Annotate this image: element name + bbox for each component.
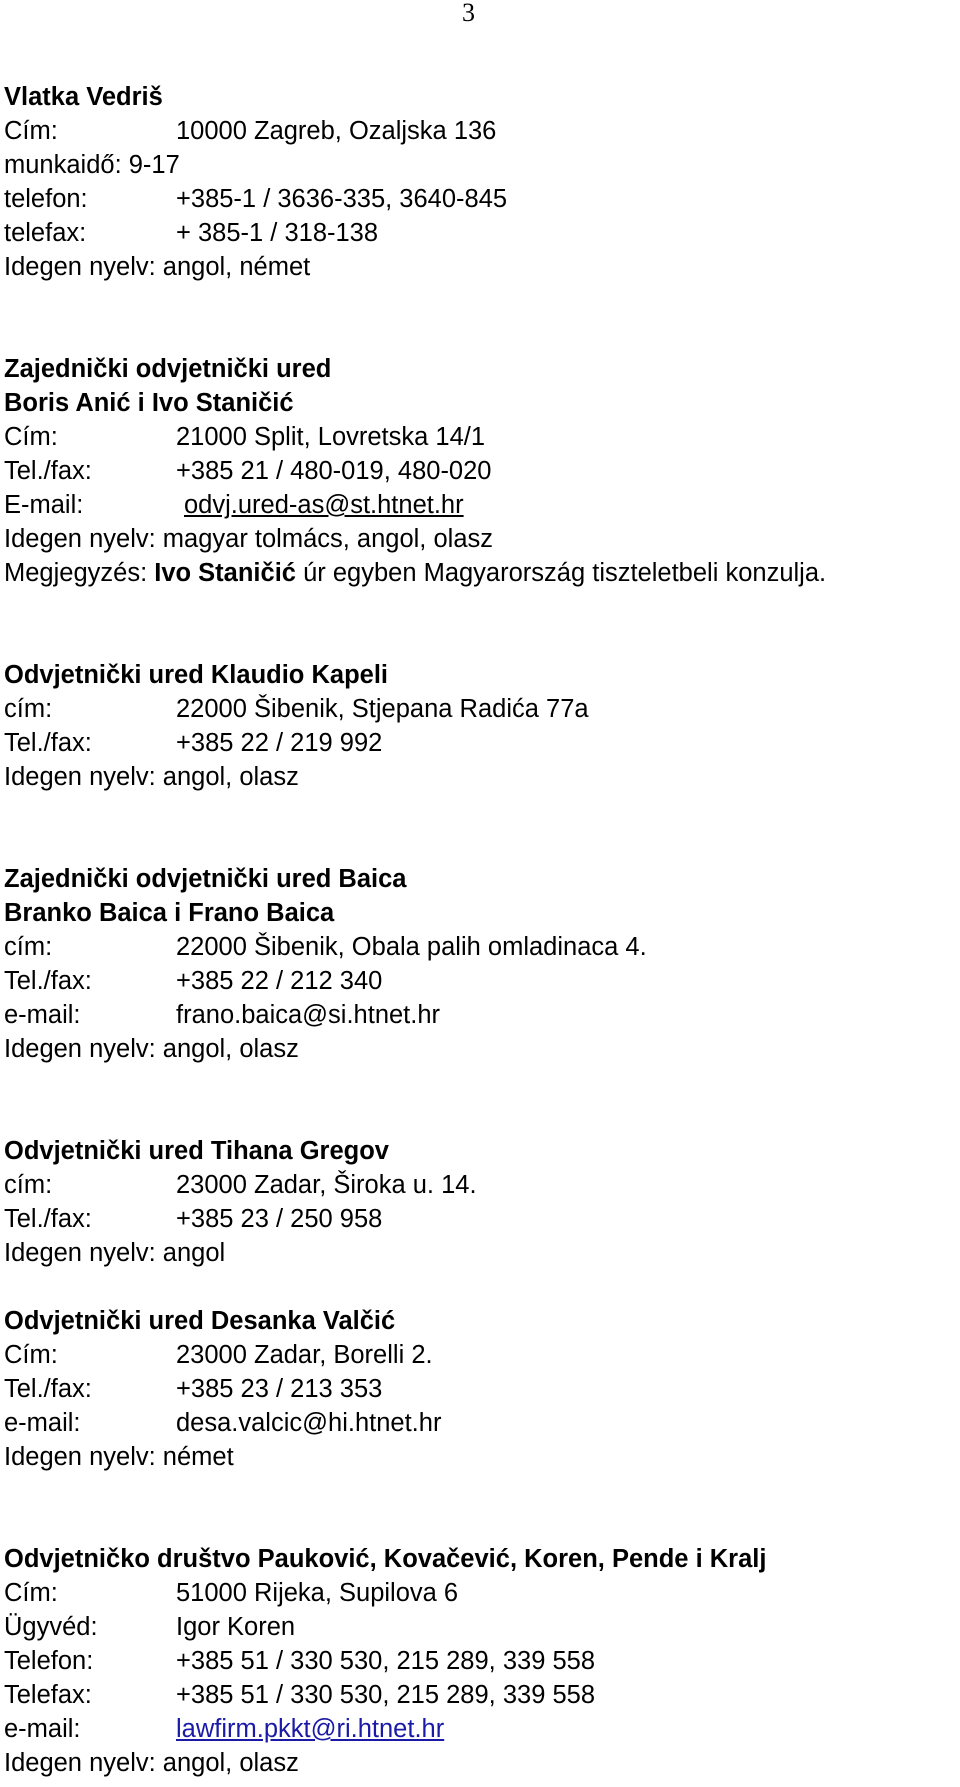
phone-row bbox=[4, 1202, 960, 1236]
phone-row bbox=[4, 964, 960, 998]
address-label: cím: bbox=[4, 933, 53, 961]
email-label: e-mail: bbox=[4, 1715, 81, 1743]
note-name: Ivo Staničić bbox=[154, 559, 296, 587]
email-link[interactable]: lawfirm.pkkt@ri.htnet.hr bbox=[176, 1715, 445, 1743]
address-value: 22000 Šibenik, Stjepana Radića 77a bbox=[176, 695, 589, 723]
entry-name: Odvjetničko društvo Pauković, Kovačević, Koren, Pende i Kralj bbox=[4, 1545, 767, 1573]
spacer bbox=[4, 1270, 960, 1304]
address-row bbox=[4, 1168, 960, 1202]
lawyer-value: Igor Koren bbox=[176, 1613, 296, 1641]
address-value: 21000 Split, Lovretska 14/1 bbox=[176, 423, 486, 451]
address-label: Cím: bbox=[4, 423, 58, 451]
fax-label: Telefax: bbox=[4, 1681, 92, 1709]
phone-label: Tel./fax: bbox=[4, 729, 92, 757]
lawyer-label: Ügyvéd: bbox=[4, 1613, 98, 1641]
address-row bbox=[4, 1338, 960, 1372]
spacer bbox=[4, 1508, 960, 1542]
email-row bbox=[4, 1712, 960, 1746]
entry-name: Odvjetnički ured Tihana Gregov bbox=[4, 1137, 389, 1165]
address-label: Cím: bbox=[4, 1341, 58, 1369]
spacer bbox=[4, 1100, 960, 1134]
languages-row: Idegen nyelv: angol, olasz bbox=[4, 763, 299, 791]
directory-entry-gregov bbox=[4, 1134, 960, 1270]
spacer bbox=[4, 590, 960, 624]
phone-label: Tel./fax: bbox=[4, 967, 92, 995]
address-row bbox=[4, 1576, 960, 1610]
fax-value: + 385-1 / 318-138 bbox=[176, 219, 379, 247]
fax-row bbox=[4, 216, 960, 250]
directory-entry-vedris bbox=[4, 80, 960, 284]
languages-row: Idegen nyelv: angol, olasz bbox=[4, 1035, 299, 1063]
phone-label: telefon: bbox=[4, 185, 88, 213]
entry-name: Zajednički odvjetnički ured Baica bbox=[4, 865, 407, 893]
phone-row bbox=[4, 726, 960, 760]
spacer bbox=[4, 828, 960, 862]
directory-entry-kapeli bbox=[4, 658, 960, 794]
directory-entry-baica bbox=[4, 862, 960, 1066]
email-row bbox=[4, 998, 960, 1032]
email-row bbox=[4, 1406, 960, 1440]
lawyer-directory bbox=[4, 80, 960, 1780]
directory-entry-valcic bbox=[4, 1304, 960, 1474]
phone-value: +385 21 / 480-019, 480-020 bbox=[176, 457, 492, 485]
hours-row: munkaidő: 9-17 bbox=[4, 151, 180, 179]
phone-label: Tel./fax: bbox=[4, 457, 92, 485]
email-value: desa.valcic@hi.htnet.hr bbox=[176, 1409, 442, 1437]
page-number: 3 bbox=[462, 0, 475, 27]
phone-label: Tel./fax: bbox=[4, 1375, 92, 1403]
address-row bbox=[4, 692, 960, 726]
entry-name-secondary: Boris Anić i Ivo Staničić bbox=[4, 389, 294, 417]
email-row bbox=[4, 488, 960, 522]
phone-row bbox=[4, 1372, 960, 1406]
email-value: frano.baica@si.htnet.hr bbox=[176, 1001, 441, 1029]
spacer bbox=[4, 794, 960, 828]
lawyer-row bbox=[4, 1610, 960, 1644]
address-label: Cím: bbox=[4, 117, 58, 145]
languages-row: Idegen nyelv: angol, német bbox=[4, 253, 311, 281]
spacer bbox=[4, 1474, 960, 1508]
address-value: 23000 Zadar, Široka u. 14. bbox=[176, 1171, 477, 1199]
directory-entry-paukovic bbox=[4, 1542, 960, 1780]
phone-row bbox=[4, 1644, 960, 1678]
address-row bbox=[4, 930, 960, 964]
languages-row: Idegen nyelv: magyar tolmács, angol, olasz bbox=[4, 525, 494, 553]
address-value: 22000 Šibenik, Obala palih omladinaca 4. bbox=[176, 933, 647, 961]
address-value: 51000 Rijeka, Supilova 6 bbox=[176, 1579, 459, 1607]
email-label: e-mail: bbox=[4, 1409, 81, 1437]
fax-value: +385 51 / 330 530, 215 289, 339 558 bbox=[176, 1681, 596, 1709]
email-label: e-mail: bbox=[4, 1001, 81, 1029]
spacer bbox=[4, 624, 960, 658]
entry-name-secondary: Branko Baica i Frano Baica bbox=[4, 899, 335, 927]
email-link[interactable]: odvj.ured-as@st.htnet.hr bbox=[184, 491, 464, 519]
entry-name: Odvjetnički ured Desanka Valčić bbox=[4, 1307, 396, 1335]
phone-value: +385 22 / 212 340 bbox=[176, 967, 383, 995]
address-label: cím: bbox=[4, 1171, 53, 1199]
languages-row: Idegen nyelv: német bbox=[4, 1443, 234, 1471]
phone-value: +385 22 / 219 992 bbox=[176, 729, 383, 757]
phone-label: Telefon: bbox=[4, 1647, 94, 1675]
address-value: 10000 Zagreb, Ozaljska 136 bbox=[176, 117, 497, 145]
phone-row bbox=[4, 182, 960, 216]
address-label: Cím: bbox=[4, 1579, 58, 1607]
note-label: Megjegyzés: bbox=[4, 559, 148, 587]
fax-label: telefax: bbox=[4, 219, 87, 247]
note-row bbox=[4, 556, 960, 590]
entry-name: Zajednički odvjetnički ured bbox=[4, 355, 332, 383]
fax-row bbox=[4, 1678, 960, 1712]
spacer bbox=[4, 318, 960, 352]
phone-row bbox=[4, 454, 960, 488]
entry-name: Odvjetnički ured Klaudio Kapeli bbox=[4, 661, 388, 689]
phone-value: +385 51 / 330 530, 215 289, 339 558 bbox=[176, 1647, 596, 1675]
address-value: 23000 Zadar, Borelli 2. bbox=[176, 1341, 433, 1369]
phone-value: +385 23 / 250 958 bbox=[176, 1205, 383, 1233]
spacer bbox=[4, 1066, 960, 1100]
email-label: E-mail: bbox=[4, 491, 84, 519]
address-row bbox=[4, 114, 960, 148]
address-label: cím: bbox=[4, 695, 53, 723]
languages-row: Idegen nyelv: angol bbox=[4, 1239, 226, 1267]
phone-label: Tel./fax: bbox=[4, 1205, 92, 1233]
note-text: úr egyben Magyarország tiszteletbeli konzulja. bbox=[303, 559, 827, 587]
phone-value: +385-1 / 3636-335, 3640-845 bbox=[176, 185, 508, 213]
phone-value: +385 23 / 213 353 bbox=[176, 1375, 383, 1403]
languages-row: Idegen nyelv: angol, olasz bbox=[4, 1749, 299, 1777]
directory-entry-anic-stanicic bbox=[4, 352, 960, 590]
address-row bbox=[4, 420, 960, 454]
spacer bbox=[4, 284, 960, 318]
entry-name: Vlatka Vedriš bbox=[4, 83, 163, 111]
